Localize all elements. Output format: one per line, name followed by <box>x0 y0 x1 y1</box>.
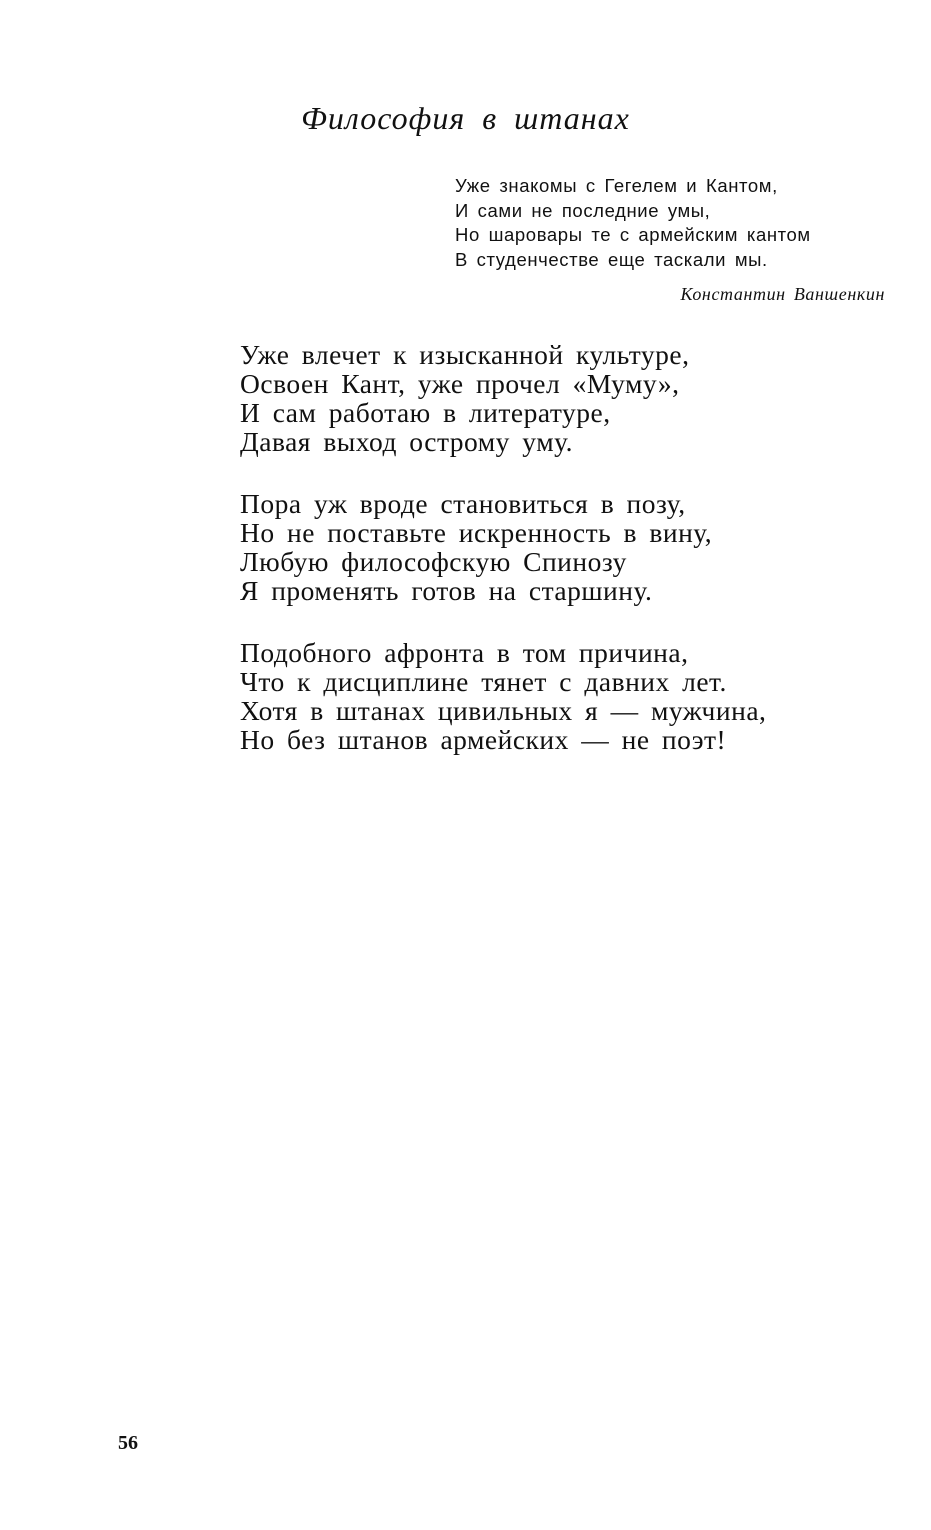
poem-line: Пора уж вроде становиться в позу, <box>240 488 686 519</box>
epigraph-line: И сами не последние умы, <box>455 199 711 221</box>
epigraph-author: Константин Ваншенкин <box>680 284 885 304</box>
poem-body <box>240 340 860 787</box>
stanza-1 <box>240 340 860 456</box>
poem-line: Что к дисциплине тянет с давних лет. <box>240 666 727 697</box>
poem-title: Философия в штанах <box>301 100 630 136</box>
epigraph-line: В студенчестве еще таскали мы. <box>455 248 768 270</box>
epigraph-line: Но шаровары те с армейским кантом <box>455 224 811 245</box>
poem-line: Любую философскую Спинозу <box>240 546 627 577</box>
poem-line: Хотя в штанах цивильных я — мужчина, <box>240 695 767 726</box>
epigraph <box>455 174 915 272</box>
stanza-3 <box>240 638 860 754</box>
page-number: 56 <box>118 1432 138 1454</box>
poem-line: Давая выход острому уму. <box>240 426 573 457</box>
poem-line: И сам работаю в литературе, <box>240 397 611 428</box>
poem-line: Уже влечет к изысканной культуре, <box>240 339 690 370</box>
poem-line: Я променять готов на старшину. <box>240 575 653 606</box>
poem-line: Освоен Кант, уже прочел «Муму», <box>240 368 680 399</box>
poem-line: Но не поставьте искренность в вину, <box>240 517 713 548</box>
poem-line: Но без штанов армейских — не поэт! <box>240 724 727 755</box>
poem-line: Подобного афронта в том причина, <box>240 637 689 668</box>
stanza-2 <box>240 489 860 605</box>
epigraph-line: Уже знакомы с Гегелем и Кантом, <box>455 175 778 196</box>
